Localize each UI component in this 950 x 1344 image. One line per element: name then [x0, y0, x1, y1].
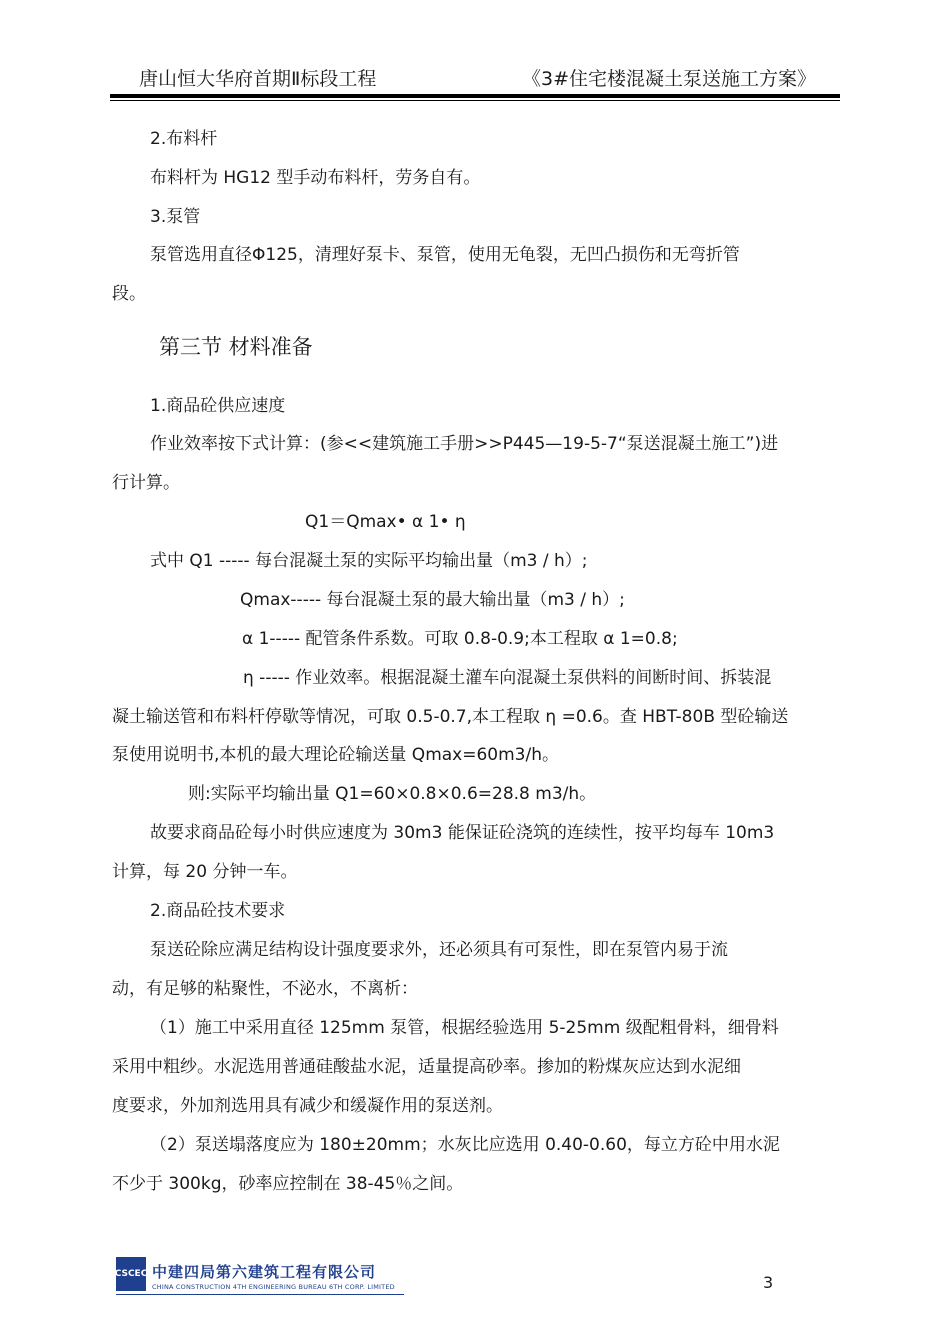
paragraph-line: 布料杆为 HG12 型手动布料杆，劳务自有。	[150, 168, 481, 188]
header-project-title: 唐山恒大华府首期Ⅱ标段工程	[139, 68, 377, 90]
formula-legend: Qmax----- 每台混凝土泵的最大输出量（m3 / h）;	[240, 590, 625, 610]
paragraph-line: 计算，每 20 分钟一车。	[112, 862, 298, 882]
formula: Q1＝Qmax• α 1• η	[305, 512, 466, 532]
paragraph-line: 度要求，外加剂选用具有减少和缓凝作用的泵送剂。	[112, 1096, 503, 1116]
paragraph-line: 凝土输送管和布料杆停歇等情况，可取 0.5-0.7,本工程取 η =0.6。查 HBT-80B 型砼输送	[112, 707, 789, 727]
section-title: 第三节 材料准备	[159, 335, 313, 359]
page-number: 3	[763, 1273, 774, 1292]
paragraph-line: 段。	[112, 284, 146, 304]
header-document-title: 《3#住宅楼混凝土泵送施工方案》	[522, 68, 817, 90]
formula-legend: α 1----- 配管条件系数。可取 0.8-0.9;本工程取 α 1=0.8;	[242, 629, 678, 649]
company-name-en: CHINA CONSTRUCTION 4TH ENGINEERING BUREAU 6TH CORP. LIMITED	[152, 1283, 395, 1291]
logo-divider	[116, 1294, 404, 1295]
subheading-supply-speed: 1.商品砼供应速度	[150, 396, 286, 416]
company-logo-icon: CSCEC	[116, 1257, 146, 1291]
subheading-technical-requirements: 2.商品砼技术要求	[150, 901, 286, 921]
formula-legend: η ----- 作业效率。根据混凝土灌车向混凝土泵供料的间断时间、拆装混	[243, 668, 772, 688]
subheading-pump-pipe: 3.泵管	[150, 207, 201, 227]
paragraph-line: 动，有足够的粘聚性，不泌水，不离析：	[112, 979, 418, 999]
subheading-placing-boom: 2.布料杆	[150, 129, 218, 149]
paragraph-line: （1）施工中采用直径 125mm 泵管，根据经验选用 5-25mm 级配粗骨料，细骨料	[150, 1018, 779, 1038]
paragraph-line: 泵送砼除应满足结构设计强度要求外，还必须具有可泵性，即在泵管内易于流	[150, 940, 728, 960]
paragraph-line: 行计算。	[112, 473, 180, 493]
company-name-cn: 中建四局第六建筑工程有限公司	[152, 1263, 377, 1281]
header-rule-thick	[110, 94, 840, 98]
paragraph-line: 不少于 300kg，砂率应控制在 38-45％之间。	[112, 1174, 464, 1194]
calculation-result: 则:实际平均输出量 Q1=60×0.8×0.6=28.8 m3/h。	[188, 784, 597, 804]
paragraph-line: 故要求商品砼每小时供应速度为 30m3 能保证砼浇筑的连续性，按平均每车 10m3	[150, 823, 775, 843]
paragraph-line: 作业效率按下式计算：(参<<建筑施工手册>>P445—19-5-7“泵送混凝土施工”)进	[150, 434, 779, 454]
paragraph-line: 泵管选用直径Φ125，清理好泵卡、泵管，使用无龟裂，无凹凸损伤和无弯折管	[150, 245, 740, 265]
paragraph-line: 泵使用说明书,本机的最大理论砼输送量 Qmax=60m3/h。	[112, 745, 559, 765]
header-rule-thin	[110, 100, 840, 101]
paragraph-line: 采用中粗纱。水泥选用普通硅酸盐水泥，适量提高砂率。掺加的粉煤灰应达到水泥细	[112, 1057, 741, 1077]
paragraph-line: （2）泵送塌落度应为 180±20mm；水灰比应选用 0.40-0.60，每立方砼中用水泥	[150, 1135, 780, 1155]
formula-legend: 式中 Q1 ----- 每台混凝土泵的实际平均输出量（m3 / h）;	[150, 551, 588, 571]
